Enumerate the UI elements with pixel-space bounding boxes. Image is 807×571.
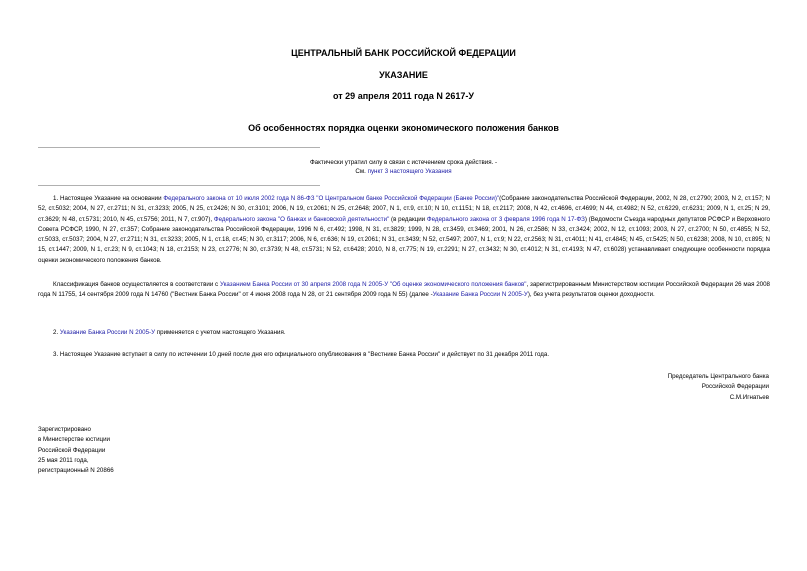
p2-link-instruction-2005-short[interactable]: Указание Банка России N 2005-У [432,291,528,299]
p2-text-1: Классификация банков осуществляется в соответствии с [53,281,220,288]
p3-link-instruction-2005[interactable]: Указание Банка России N 2005-У [59,329,156,336]
status-note-text: Фактически утратил силу в связи с истечением срока действия. - [309,159,498,166]
see-link[interactable]: пункт 3 настоящего Указания [367,168,452,175]
paragraph-1 [38,194,770,266]
p1-link-banking-law[interactable]: Федерального закона "О банках и банковской деятельности" [213,215,390,223]
p1-text-1: 1. Настоящее Указание на основании [53,195,164,202]
document-date-number: от 29 апреля 2011 года N 2617-У [333,91,474,101]
paragraph-2 [38,280,770,301]
p2-link-instruction-2005[interactable]: Указанием Банка России от 30 апреля 2008 года N 2005-У "Об оценке экономического положения банков" [219,281,527,288]
registration-line-3: Российской Федерации [38,446,106,454]
document-type: УКАЗАНИЕ [379,70,428,80]
document-title: Об особенностях порядка оценки экономического положения банков [248,123,559,133]
registration-line-4: 25 мая 2011 года, [38,456,89,464]
p1-text-4: ) (Ведомости Съезда народных депутатов РСФСР и Верховного Совета РСФСР, 1990, N 27, ст.357; Собрание законодательства Российской Федерации, 1996 N 6, ст.492; 1998, N 31, ст.3829; 1999, N 28, ст.3459, ст.3469; 2001, N 26, ст.2586; N 33, ст.3424; 2002, N 12, ст.1093; 2003, N 27, ст.2700; N 50, ст.4855; N 52, ст.5033, ст.5037; 2004, N 27, ст.2711; N 31, ст.3233; 2005, N 1, ст.18, ст.45; N 30, ст.3117; 2006, N 6, ст.636; N 19, ст.2061; N 31, ст.3439; N 52, ст.5497; 2007, N 1, ст.9; N 22, ст.2563; N 31, ст.4011; N 41, ст.4845; N 45, ст.5425; N 50, ст.6238; 2008, N 10, ст.895; N 15, ст.1447; 2009, N 1, ст.23; N 9, ст.1043; N 18, ст.2153; N 23, ст.2776; N 30, ст.3739; N 48, ст.5731; N 52, ст.6428; 2010, N 8, ст.775; N 19, ст.2291; N 27, ст.3432; N 30, ст.4012; N 31, ст.4193; N 47, ст.6028) устанавливает следующие особенности порядка оценки экономического положения банков. [38,215,770,264]
registration-line-5: регистрационный N 20866 [38,467,114,475]
p4-text-1: 3. Настоящее Указание вступает в силу по истечении 10 дней после дня его официального опубликования в "Вестнике Банка России" и действует по 31 декабря 2011 года. [53,351,550,358]
p2-text-2: , зарегистрированным Министерством юстиции Российской Федерации 26 мая 2008 года N 11755, 14 сентября 2009 года N 14760 ("Вестник Банка России" от 4 июня 2008 года N 28, от 21 сентября 2009 года N 55) (далее - [38,281,770,299]
top-divider [38,147,320,148]
status-note [0,158,807,176]
registration-block [38,425,114,476]
paragraph-4 [38,350,770,360]
signature-block [668,372,769,403]
p3-text-2: применяется с учетом настоящего Указания. [155,329,286,336]
p1-link-federal-law-86[interactable]: Федерального закона от 10 июля 2002 года N 86-ФЗ "О Центральном банке Российской Федерации (Банке России)" [163,195,500,202]
signature-line-1: Председатель Центрального банка [667,373,769,380]
p1-link-federal-law-17[interactable]: Федерального закона от 3 февраля 1996 года N 17-ФЗ [426,215,585,223]
p1-text-3: (в редакции [389,215,427,223]
p1-text-2: (Собрание законодательства Российской Федерации, 2002, N 28, ст.2790; 2003, N 2, ст.157; N 52, ст.5032; 2004, N 27, ст.2711; N 31, ст.3233; 2005, N 25, ст.2426; N 30, ст.3101; 2006, N 19, ст.2061; N 25, ст.2648; 2007, N 1, ст.9, ст.10; N 10, ст.1151; N 18, ст.2117; 2008, N 42, ст.4696, ст.4699; N 44, ст.4982; N 52, ст.6229, ст.6231; 2009, N 1, ст.25; N 29, ст.3629; N 48, ст.5731; 2010, N 45, ст.5756; 2011, N 7, ст.907), [38,195,770,223]
see-label: См. [355,168,368,175]
org-name: ЦЕНТРАЛЬНЫЙ БАНК РОССИЙСКОЙ ФЕДЕРАЦИИ [291,48,516,58]
paragraph-3 [38,328,770,338]
p2-text-3: ), без учета результатов оценки доходности. [527,291,655,299]
signature-name: С.М.Игнатьев [729,393,769,401]
status-note-see [0,167,807,176]
p3-text-1: 2. [53,329,60,336]
registration-line-2: в Министерстве юстиции [38,436,111,444]
signature-line-2: Российской Федерации [701,383,769,391]
registration-line-1: Зарегистрировано [38,426,91,433]
bottom-divider [38,185,320,186]
